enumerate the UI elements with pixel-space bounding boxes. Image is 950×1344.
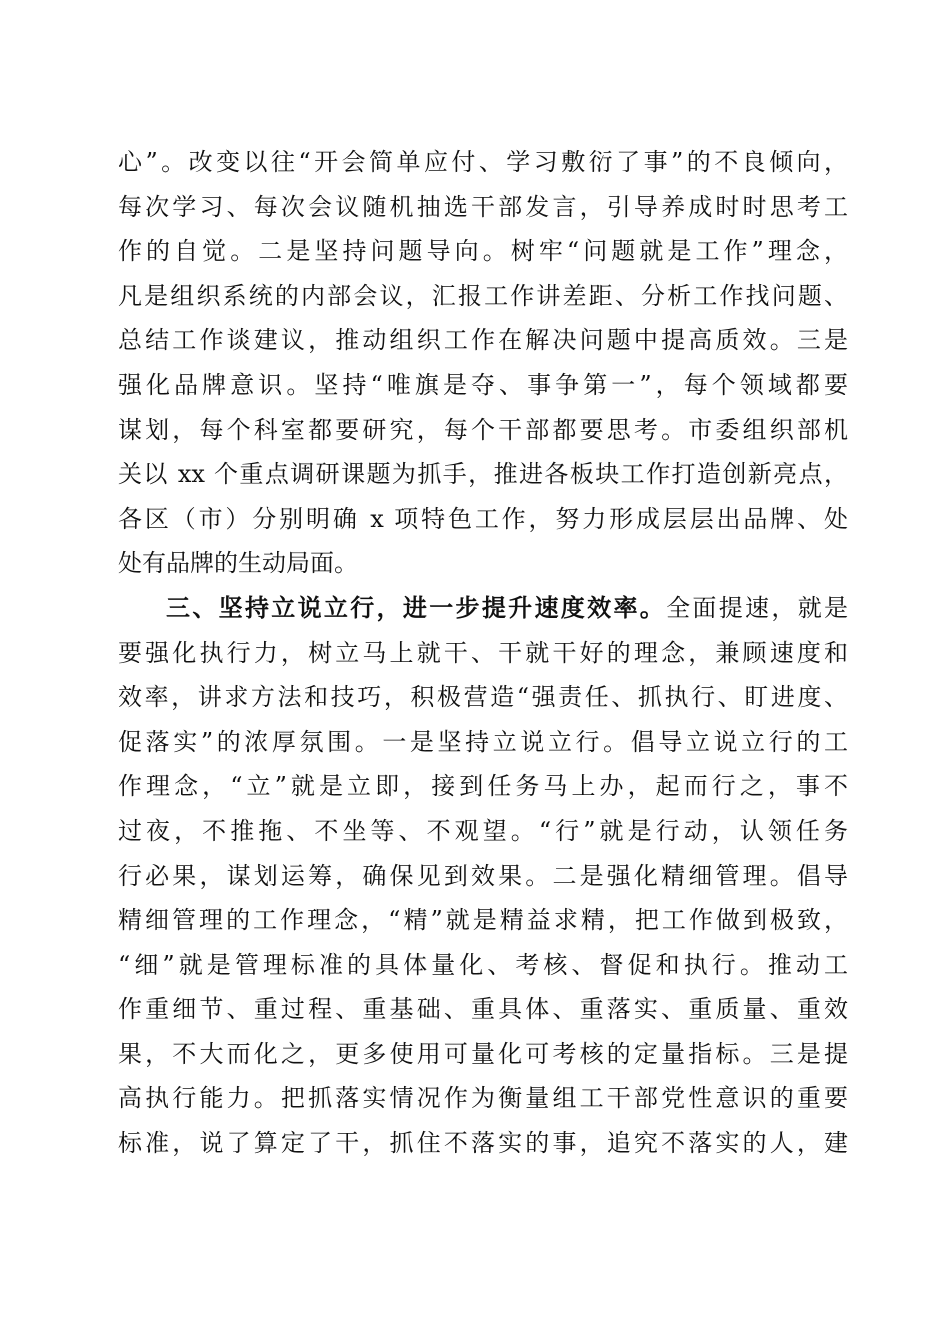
text-line: 行必果，谋划运筹，确保见到效果。二是强化精细管理。倡导 [118,861,848,890]
text-line: “细”就是管理标准的具体量化、考核、督促和执行。推动工 [118,950,848,979]
text-line: 果，不大而化之，更多使用可量化可考核的定量指标。三是提 [118,1039,848,1068]
text-line: 作重细节、重过程、重基础、重具体、重落实、重质量、重效 [118,995,848,1024]
heading-line-rest: 全面提速，就是 [666,593,849,622]
text-line: 每次学习、每次会议随机抽选干部发言，引导养成时时思考工 [118,192,848,221]
text-line: 关以 xx 个重点调研课题为抓手，推进各板块工作打造创新亮点， [118,460,848,489]
text-line: 总结工作谈建议，推动组织工作在解决问题中提高质效。三是 [118,326,848,355]
text-line: 强化品牌意识。坚持“唯旗是夺、事争第一”，每个领域都要 [118,370,848,399]
text-line: 标准，说了算定了干，抓住不落实的事，追究不落实的人，建 [118,1129,848,1158]
text-line: 凡是组织系统的内部会议，汇报工作讲差距、分析工作找问题、 [118,281,848,310]
document-body [118,140,848,1166]
section-heading: 三、坚持立说立行，进一步提升速度效率。 [166,593,667,622]
text-line: 要强化执行力，树立马上就干、干就干好的理念，兼顾速度和 [118,638,848,667]
text-line: 效率，讲求方法和技巧，积极营造“强责任、抓执行、盯进度、 [118,683,848,712]
paragraph-1 [118,140,848,586]
text-line: 谋划，每个科室都要研究，每个干部都要思考。市委组织部机 [118,415,848,444]
section-heading-line [118,586,848,631]
text-line: 精细管理的工作理念，“精”就是精益求精，把工作做到极致， [118,906,848,935]
text-line: 处有品牌的生动局面。 [118,549,358,578]
text-line: 心”。改变以往“开会简单应付、学习敷衍了事”的不良倾向， [118,148,848,176]
text-line: 高执行能力。把抓落实情况作为衡量组工干部党性意识的重要 [118,1084,848,1113]
text-line: 作的自觉。二是坚持问题导向。树牢“问题就是工作”理念， [118,237,848,266]
text-line: 作理念，“立”就是立即，接到任务马上办，起而行之，事不 [118,772,848,801]
paragraph-2 [118,586,848,1166]
text-line: 各区（市）分别明确 x 项特色工作，努力形成层层出品牌、处 [118,504,848,533]
text-line: 促落实”的浓厚氛围。一是坚持立说立行。倡导立说立行的工 [118,727,848,756]
text-line: 过夜，不推拖、不坐等、不观望。“行”就是行动，认领任务 [118,816,848,845]
